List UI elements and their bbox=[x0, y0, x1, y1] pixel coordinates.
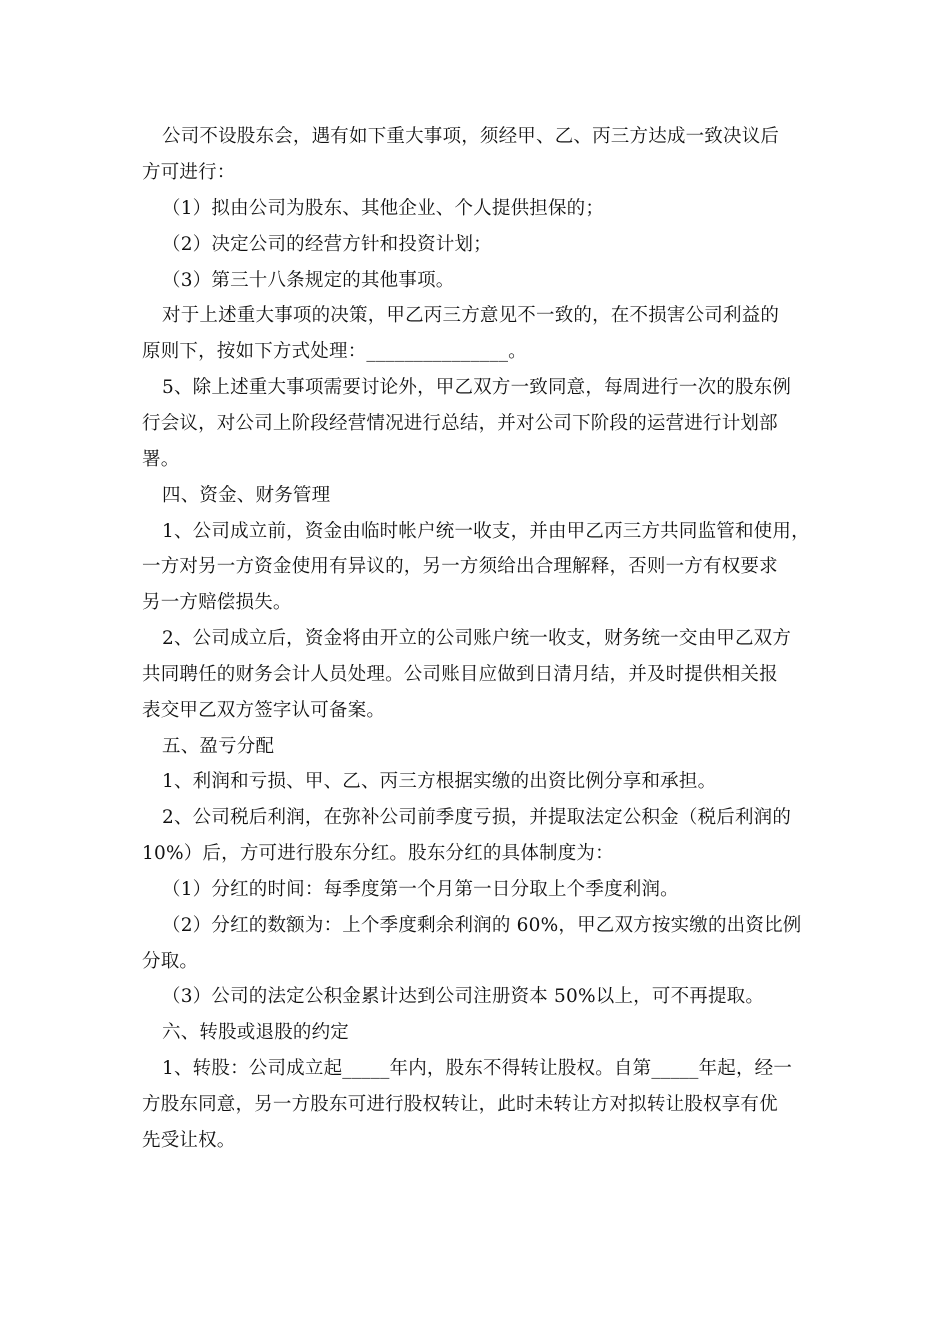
text-line: 对于上述重大事项的决策，甲乙丙三方意见不一致的，在不损害公司利益的 bbox=[162, 305, 780, 326]
text-line: 署。 bbox=[142, 449, 180, 470]
section-heading: 四、资金、财务管理 bbox=[162, 485, 331, 506]
text-line: （1）分红的时间：每季度第一个月第一日分取上个季度利润。 bbox=[162, 879, 679, 900]
text-line: 一方对另一方资金使用有异议的，另一方须给出合理解释，否则一方有权要求 bbox=[142, 556, 778, 577]
text-line: （1）拟由公司为股东、其他企业、个人提供担保的； bbox=[162, 198, 605, 219]
text-line: 1、利润和亏损、甲、乙、丙三方根据实缴的出资比例分享和承担。 bbox=[162, 771, 717, 792]
text-line: 公司不设股东会，遇有如下重大事项，须经甲、乙、丙三方达成一致决议后 bbox=[162, 126, 780, 147]
text-line: 1、转股：公司成立起_____年内，股东不得转让股权。自第_____年起，经一 bbox=[162, 1058, 793, 1079]
text-line: 5、除上述重大事项需要讨论外，甲乙双方一致同意，每周进行一次的股东例 bbox=[162, 377, 792, 398]
text-line: 方可进行： bbox=[142, 162, 236, 183]
text-line: 另一方赔偿损失。 bbox=[142, 592, 292, 613]
text-line: 行会议，对公司上阶段经营情况进行总结，并对公司下阶段的运营进行计划部 bbox=[142, 413, 778, 434]
text-line: 2、公司税后利润，在弥补公司前季度亏损，并提取法定公积金（税后利润的 bbox=[162, 807, 792, 828]
text-line: （2）分红的数额为：上个季度剩余利润的 60%，甲乙双方按实缴的出资比例 bbox=[162, 915, 802, 936]
text-line: 方股东同意，另一方股东可进行股权转让，此时未转让方对拟转让股权享有优 bbox=[142, 1094, 778, 1115]
text-line: （3）公司的法定公积金累计达到公司注册资本 50%以上，可不再提取。 bbox=[162, 986, 765, 1007]
text-line: 10%）后，方可进行股东分红。股东分红的具体制度为： bbox=[142, 843, 614, 864]
text-line: 共同聘任的财务会计人员处理。公司账目应做到日清月结，并及时提供相关报 bbox=[142, 664, 778, 685]
text-line: （3）第三十八条规定的其他事项。 bbox=[162, 270, 455, 291]
text-line: 1、公司成立前，资金由临时帐户统一收支，并由甲乙丙三方共同监管和使用， bbox=[162, 521, 810, 542]
text-line: 分取。 bbox=[142, 951, 199, 972]
text-line: 先受让权。 bbox=[142, 1130, 236, 1151]
section-heading: 五、盈亏分配 bbox=[162, 736, 275, 757]
text-line: 2、公司成立后，资金将由开立的公司账户统一收支，财务统一交由甲乙双方 bbox=[162, 628, 792, 649]
text-line: （2）决定公司的经营方针和投资计划； bbox=[162, 234, 492, 255]
text-line: 表交甲乙双方签字认可备案。 bbox=[142, 700, 386, 721]
section-heading: 六、转股或退股的约定 bbox=[162, 1022, 350, 1043]
text-line: 原则下，按如下方式处理：_______________。 bbox=[142, 341, 527, 362]
